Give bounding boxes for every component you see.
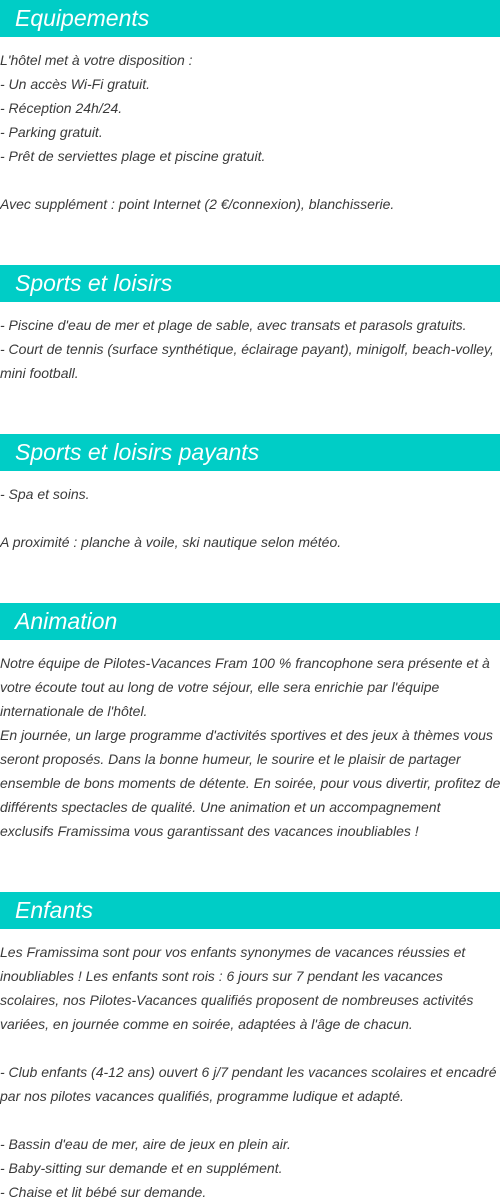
text-line: - Club enfants (4-12 ans) ouvert 6 j/7 pendant les vacances scolaires et encadré xyxy=(0,1064,497,1080)
section-title: Sports et loisirs xyxy=(15,270,173,296)
text-line: internationale de l'hôtel. xyxy=(0,703,148,719)
section-title: Equipements xyxy=(15,5,150,31)
text-line: par nos pilotes vacances qualifiés, programme ludique et adapté. xyxy=(0,1088,404,1104)
text-line: Les Framissima sont pour vos enfants synonymes de vacances réussies et xyxy=(0,944,466,960)
text-line: - Parking gratuit. xyxy=(0,124,103,140)
text-line: - Réception 24h/24. xyxy=(0,100,123,116)
text-line: L'hôtel met à votre disposition : xyxy=(0,52,193,68)
text-line: votre écoute tout au long de votre séjour, elle sera enrichie par l'équipe xyxy=(0,679,440,695)
text-line: inoubliables ! Les enfants sont rois : 6 jours sur 7 pendant les vacances xyxy=(0,968,443,984)
section-header-sports-loisirs xyxy=(0,265,500,302)
text-line: - Un accès Wi-Fi gratuit. xyxy=(0,76,151,92)
text-line: mini football. xyxy=(0,365,79,381)
text-line: variées, en journée comme en soirée, adaptées à l'âge de chacun. xyxy=(0,1016,413,1032)
text-line: A proximité : planche à voile, ski nautique selon météo. xyxy=(0,534,342,550)
text-line: - Chaise et lit bébé sur demande. xyxy=(0,1184,207,1200)
text-line: différents spectacles de qualité. Une animation et un accompagnement xyxy=(0,799,441,815)
text-line: - Baby-sitting sur demande et en supplément. xyxy=(0,1160,283,1176)
text-line: - Spa et soins. xyxy=(0,486,90,502)
section-title: Enfants xyxy=(15,897,93,923)
text-line: - Court de tennis (surface synthétique, éclairage payant), minigolf, beach-volley, xyxy=(0,341,494,357)
text-line: exclusifs Framissima vous garantissant des vacances inoubliables ! xyxy=(0,823,419,839)
section-header-animation xyxy=(0,603,500,640)
text-line: scolaires, nos Pilotes-Vacances qualifiés proposent de nombreuses activités xyxy=(0,992,474,1008)
text-line: - Piscine d'eau de mer et plage de sable, avec transats et parasols gratuits. xyxy=(0,317,467,333)
text-line: - Prêt de serviettes plage et piscine gratuit. xyxy=(0,148,266,164)
text-line: Notre équipe de Pilotes-Vacances Fram 100 % francophone sera présente et à xyxy=(0,655,490,671)
text-line: - Bassin d'eau de mer, aire de jeux en plein air. xyxy=(0,1136,291,1152)
section-title: Animation xyxy=(15,608,118,634)
section-header-sports-loisirs-payants xyxy=(0,434,500,471)
section-title: Sports et loisirs payants xyxy=(15,439,260,465)
section-header-enfants xyxy=(0,892,500,929)
text-line: seront proposés. Dans la bonne humeur, le sourire et le plaisir de partager xyxy=(0,751,461,767)
section-header-equipements xyxy=(0,0,500,37)
text-line: En journée, un large programme d'activités sportives et des jeux à thèmes vous xyxy=(0,727,493,743)
text-line: Avec supplément : point Internet (2 €/connexion), blanchisserie. xyxy=(0,196,395,212)
text-line: ensemble de bons moments de détente. En soirée, pour vous divertir, profitez de xyxy=(0,775,500,791)
